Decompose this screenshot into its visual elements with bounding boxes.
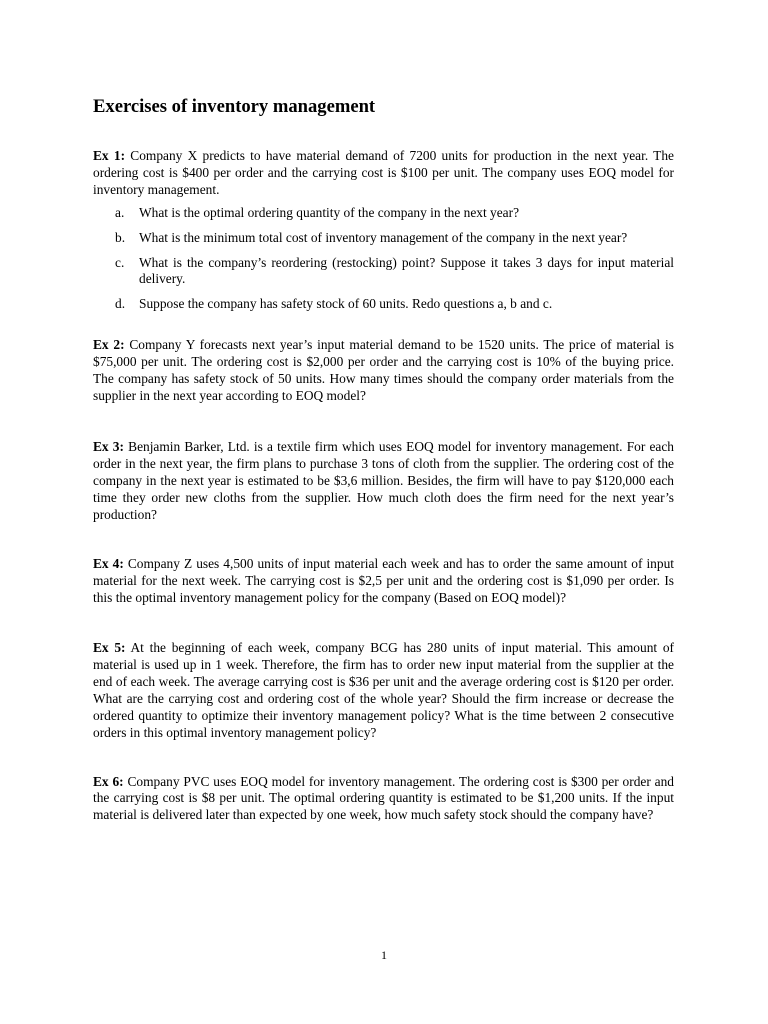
question-d-text: Suppose the company has safety stock of 60 units. Redo questions a, b and c. bbox=[139, 296, 553, 312]
question-a bbox=[93, 205, 674, 222]
question-c-text: What is the company’s reordering (restocking) point? Suppose it takes 3 days for input material delivery. bbox=[139, 254, 674, 287]
question-c bbox=[93, 255, 674, 289]
exercise-1 bbox=[93, 148, 674, 313]
exercise-3-label: Ex 3: bbox=[93, 438, 124, 454]
question-a-text: What is the optimal ordering quantity of the company in the next year? bbox=[139, 204, 520, 220]
question-d-marker: d. bbox=[115, 296, 126, 312]
exercise-5-body: At the beginning of each week, company BCG has 280 units of input material. This amount of material is used up in 1 week. Therefore, the firm has to order new input material from the supplier at the end of each week. The average carrying cost is $36 per unit and the average ordering cost is $120 per order. What are the carrying cost and ordering cost of the whole year? Should the firm increase or decrease the ordered quantity to optimize their inventory management policy? What is the time between 2 consecutive orders in this optimal inventory management policy? bbox=[93, 640, 674, 740]
exercise-4 bbox=[93, 556, 674, 607]
question-c-marker: c. bbox=[115, 254, 125, 270]
exercise-2 bbox=[93, 337, 674, 405]
exercise-1-body: Company X predicts to have material demand of 7200 units for production in the next year. The ordering cost is $400 per order and the carrying cost is $100 per unit. The company uses EOQ model for inventory management. bbox=[93, 148, 674, 197]
exercise-1-text bbox=[93, 148, 674, 199]
exercise-3 bbox=[93, 439, 674, 524]
question-b-marker: b. bbox=[115, 229, 126, 245]
question-a-marker: a. bbox=[115, 204, 125, 220]
question-b-text: What is the minimum total cost of inventory management of the company in the next year? bbox=[139, 229, 628, 245]
exercise-6-label: Ex 6: bbox=[93, 773, 124, 789]
page-number: 1 bbox=[381, 948, 387, 962]
exercise-5 bbox=[93, 640, 674, 741]
exercise-3-body: Benjamin Barker, Ltd. is a textile firm which uses EOQ model for inventory management. For each order in the next year, the firm plans to purchase 3 tons of cloth from the supplier. The ordering cost of the company in the next year is estimated to be $3,6 million. Besides, the firm will have to pay $120,000 each time they order new cloths from the supplier. How much cloth does the firm need for the next year’s production? bbox=[93, 438, 674, 522]
page-title: Exercises of inventory management bbox=[93, 96, 376, 117]
question-d bbox=[93, 296, 674, 313]
exercise-6 bbox=[93, 774, 674, 825]
exercise-5-label: Ex 5: bbox=[93, 640, 126, 656]
exercise-2-label: Ex 2: bbox=[93, 337, 125, 353]
exercise-6-body: Company PVC uses EOQ model for inventory management. The ordering cost is $300 per order and the carrying cost is $8 per unit. The optimal ordering quantity is estimated to be $1,200 units. If the input material is delivered later than expected by one week, how much safety stock should the company have? bbox=[93, 773, 674, 823]
exercise-1-questions bbox=[93, 205, 674, 314]
question-b bbox=[93, 230, 674, 247]
document-page bbox=[93, 96, 674, 824]
exercise-2-body: Company Y forecasts next year’s input material demand to be 1520 units. The price of material is $75,000 per unit. The ordering cost is $2,000 per order and the carrying cost is 10% of the buying price. The company has safety stock of 50 units. How many times should the company order materials from the supplier in the next year according to EOQ model? bbox=[93, 337, 674, 403]
exercise-1-label: Ex 1: bbox=[93, 148, 126, 163]
exercise-4-body: Company Z uses 4,500 units of input material each week and has to order the same amount of input material for the next week. The carrying cost is $2,5 per unit and the ordering cost is $1,090 per order. Is this the optimal inventory management policy for the company (Based on EOQ model)? bbox=[93, 556, 674, 606]
exercise-4-label: Ex 4: bbox=[93, 556, 124, 572]
